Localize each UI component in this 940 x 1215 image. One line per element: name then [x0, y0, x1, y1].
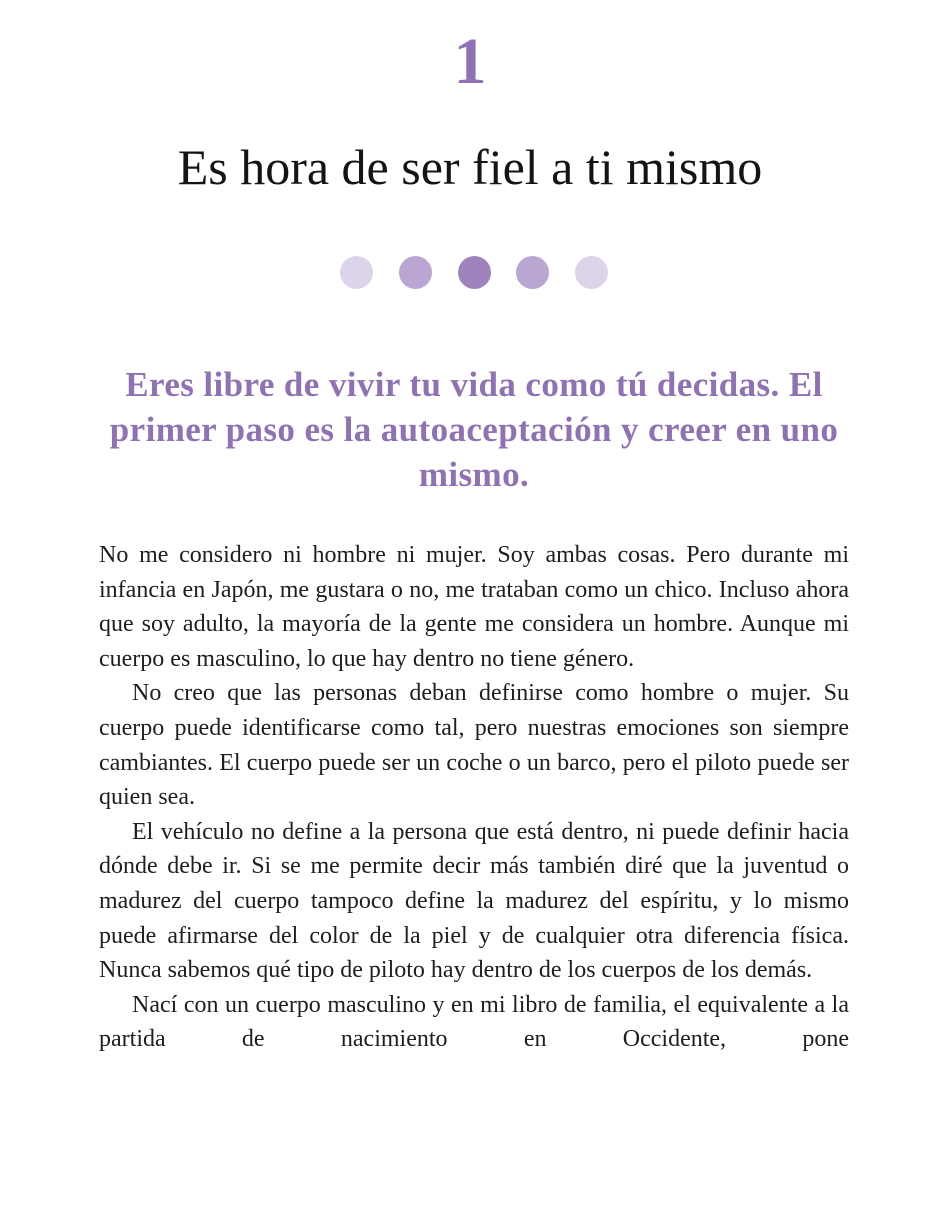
paragraph: No creo que las personas deban definirse como hombre o mujer. Su cuerpo puede identificarse como tal, pero nuestras emociones son siempre cambiantes. El cuerpo puede ser un coche o un barco, pero el piloto puede ser quien sea.: [99, 680, 849, 811]
decorative-dot: [516, 256, 549, 289]
decorative-dots: [340, 255, 608, 289]
chapter-title: Es hora de ser fiel a ti mismo: [177, 139, 763, 195]
chapter-number: 1: [453, 25, 487, 98]
paragraph: Nací con un cuerpo masculino y en mi libro de familia, el equivalente a la partida de nacimiento en Occidente, pone: [99, 991, 849, 1053]
paragraph: El vehículo no define a la persona que está dentro, ni puede definir hacia dónde debe ir. Si se me permite decir más también diré que la juventud o madurez del cuerpo tampoco define la madurez del espíritu, y lo mismo puede afirmarse del color de la piel y de cualquier otra diferencia física. Nunca sabemos qué tipo de piloto hay dentro de los cuerpos de los demás.: [99, 818, 849, 984]
decorative-dot: [340, 256, 373, 289]
chapter-subtitle: Eres libre de vivir tu vida como tú decidas. El primer paso es la autoaceptación y creer en uno mismo.: [109, 365, 839, 494]
body-text: [99, 538, 849, 1057]
decorative-dot: [575, 256, 608, 289]
paragraph: No me considero ni hombre ni mujer. Soy ambas cosas. Pero durante mi infancia en Japón, me gustara o no, me trataban como un chico. Incluso ahora que soy adulto, la mayoría de la gente me considera un hombre. Aunque mi cuerpo es masculino, lo que hay dentro no tiene género.: [99, 542, 849, 672]
decorative-dot: [458, 256, 491, 289]
decorative-dot: [399, 256, 432, 289]
